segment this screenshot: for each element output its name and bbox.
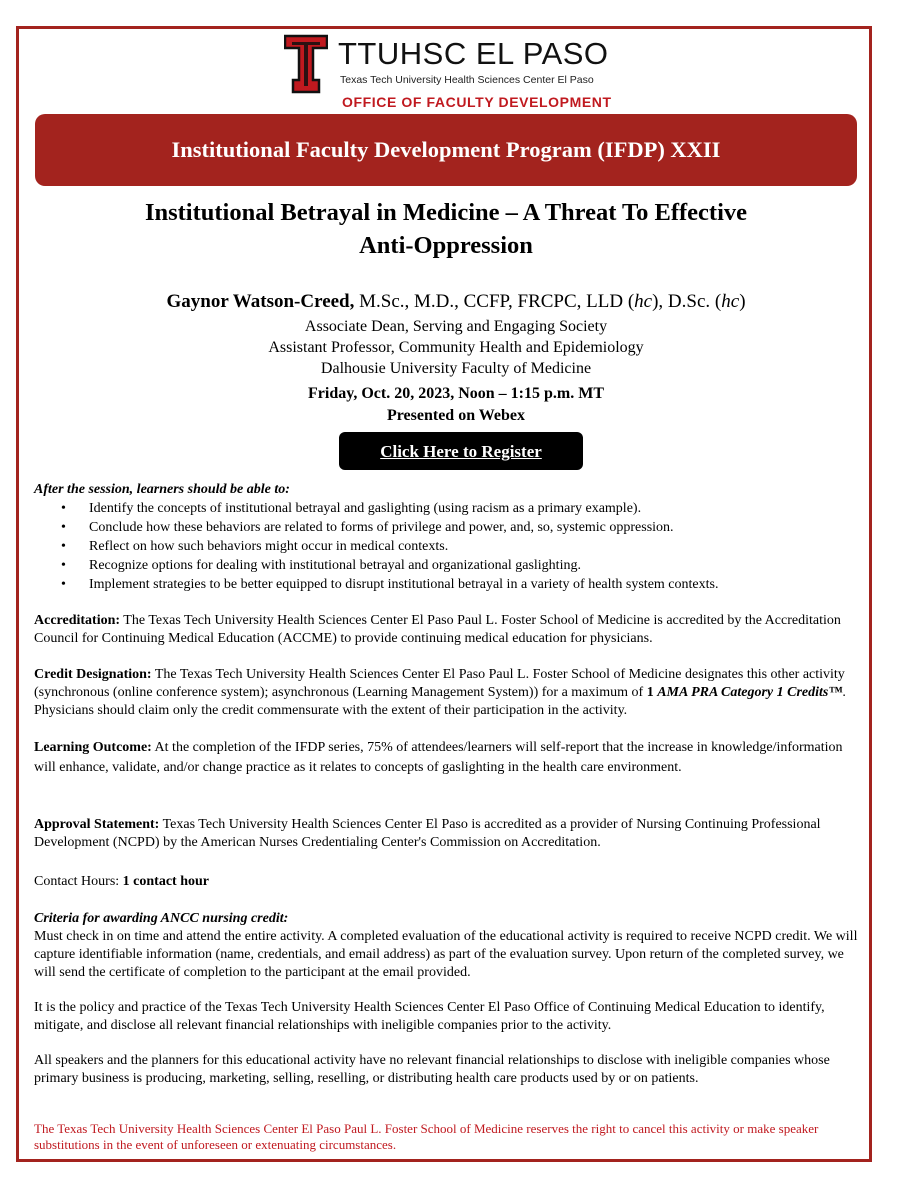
learning-outcome-paragraph [34,738,864,778]
speaker-credentials-b: ), D.Sc. ( [652,291,722,312]
speaker-name: Gaynor Watson-Creed, [166,291,355,312]
list-item: • Reflect on how such behaviors might occur in medical contexts. [34,537,864,556]
list-item: • Recognize options for dealing with institutional betrayal and organizational gaslighting. [34,556,864,575]
list-item: • Conclude how these behaviors are related to forms of privilege and power, and, so, systemic oppression. [34,518,864,537]
accreditation-paragraph [34,612,864,648]
org-full-name: Texas Tech University Health Sciences Center El Paso [340,74,594,86]
contact-hours [34,873,864,891]
affiliation-2: Assistant Professor, Community Health and Epidemiology [268,339,644,356]
policy-paragraph: It is the policy and practice of the Texas Tech University Health Sciences Center El Paso Office of Continuing Medical Education to identify, mitigate, and disclose all relevant financial relationships with ineligible companies prior to the activity. [34,1000,825,1033]
disclosure-paragraph: All speakers and the planners for this educational activity have no relevant financial relationships to disclose with ineligible companies whose primary business is producing, marketing, selling, reselling, or distributing health care products used by or on patients. [34,1053,830,1086]
program-banner [35,114,857,186]
objectives-intro: After the session, learners should be able to: [34,482,290,497]
banner-text: Institutional Faculty Development Program (IFDP) XXII [171,137,721,162]
title-line-2: Anti-Oppression [359,232,533,259]
ttuhsc-logo [284,34,614,114]
accreditation-label: Accreditation: [34,613,121,628]
credit-text-a: The Texas Tech University Health Sciences Center El Paso Paul L. Foster School of Medicine designates this other activity (synchronous (online conference system); asynchronous (Learning Management System)) for a maximum of [34,667,845,700]
org-name: TTUHSC EL PASO [338,36,609,71]
cancellation-notice: The Texas Tech University Health Sciences Center El Paso Paul L. Foster School of Medicine reserves the right to cancel this activity or make speaker substitutions in the event of unforeseen or extenuating circumstances. [34,1121,819,1152]
contact-label: Contact Hours: [34,874,123,889]
outcome-text: At the completion of the IFDP series, 75% of attendees/learners will self-report that the increase in knowledge/information will enhance, validate, and/or change practice as it relates to concepts of gaslighting in the health care environment. [34,740,843,775]
speaker-line [40,290,872,314]
approval-text: Texas Tech University Health Sciences Center El Paso is accredited as a provider of Nursing Continuing Professional Development (NCPD) by the American Nurses Credentialing Center's Commission on Accreditation. [34,817,821,850]
accreditation-text: The Texas Tech University Health Sciences Center El Paso Paul L. Foster School of Medicine is accredited by the Accreditation Council for Continuing Medical Education (ACCME) to provide continuing medical education for physicians. [34,613,841,646]
credit-designation-paragraph [34,666,864,720]
nursing-criteria [34,910,864,982]
approval-statement-paragraph [34,816,864,852]
list-item: • Identify the concepts of institutional betrayal and gaslighting (using racism as a primary example). [34,499,864,518]
criteria-heading: Criteria for awarding ANCC nursing credit: [34,911,289,926]
credit-type: AMA PRA Category 1 Credits™ [657,685,843,700]
outcome-label: Learning Outcome: [34,740,152,755]
credit-amount: 1 [646,685,658,700]
register-button[interactable]: Click Here to Register [339,432,583,470]
speaker-credentials-c: ) [739,291,746,312]
speaker-credentials-a: M.Sc., M.D., CCFP, FRCPC, LLD ( [354,291,635,312]
affiliation-1: Associate Dean, Serving and Engaging Society [304,318,608,335]
credit-text-b: . Physicians should claim only the credit commensurate with the extent of their participation in the activity. [34,685,846,718]
honoris-causa-1: hc [634,291,653,312]
objectives-list [34,499,864,594]
double-t-icon [284,34,328,94]
title-line-1: Institutional Betrayal in Medicine – A Threat To Effective [144,199,748,226]
credit-label: Credit Designation: [34,667,152,682]
list-item: • Implement strategies to be better equipped to disrupt institutional betrayal in a variety of health system contexts. [34,575,864,594]
contact-value: 1 contact hour [122,874,209,889]
event-title [40,196,852,262]
event-platform: Presented on Webex [386,407,526,424]
criteria-text: Must check in on time and attend the entire activity. A completed evaluation of the educational activity is required to receive NCPD credit. We will capture identifiable information (name, credentials, and email address) as part of the evaluation survey. Upon return of the completed survey, we will send the certificate of completion to the participant at the email provided. [34,929,858,980]
event-date-time: Friday, Oct. 20, 2023, Noon – 1:15 p.m. MT [308,385,604,402]
approval-label: Approval Statement: [34,817,160,832]
affiliation-3: Dalhousie University Faculty of Medicine [320,360,592,377]
honoris-causa-2: hc [721,291,740,312]
office-name: OFFICE OF FACULTY DEVELOPMENT [342,94,612,110]
